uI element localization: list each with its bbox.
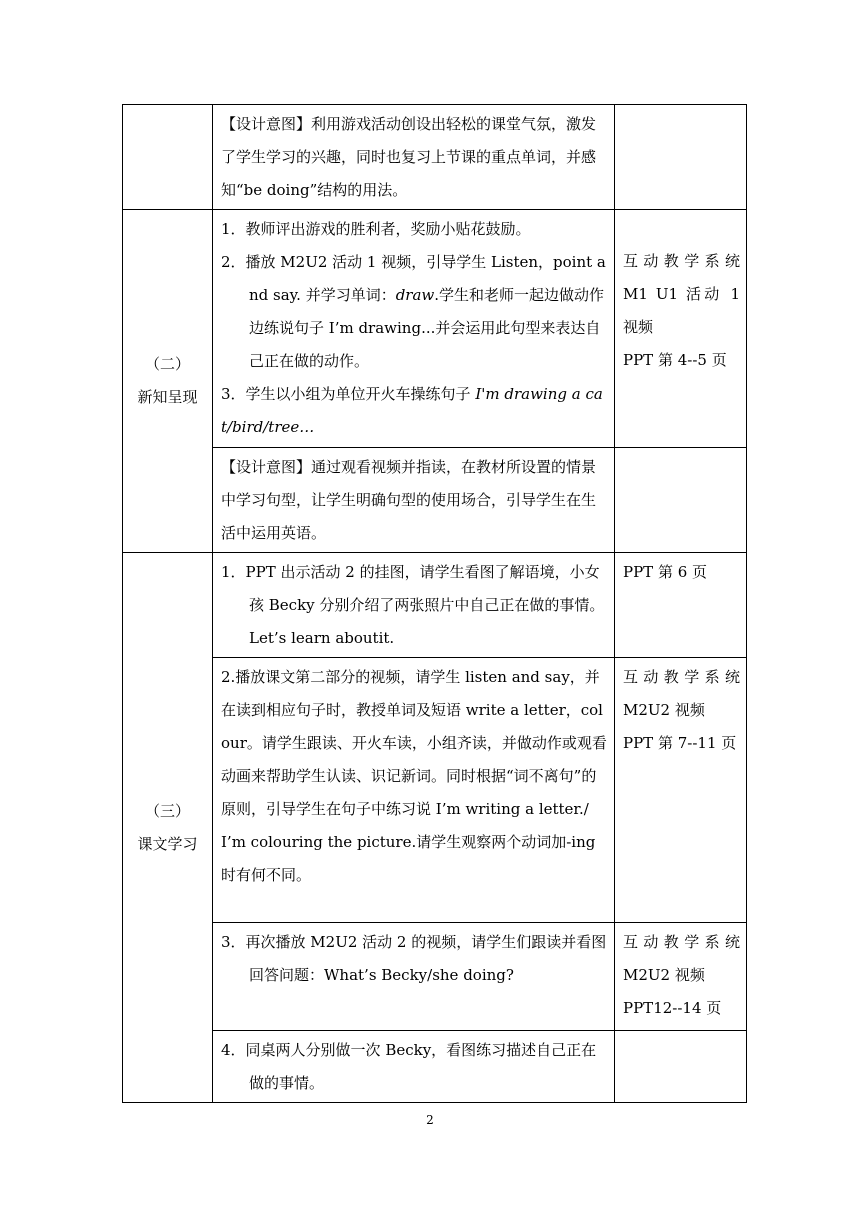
activity-cell xyxy=(213,553,615,658)
activity-cell xyxy=(213,210,615,448)
resource-cell-empty xyxy=(615,448,747,553)
resource-line: M1 U1 活动 1 xyxy=(623,285,740,303)
table-row xyxy=(123,448,747,553)
activity-cell xyxy=(213,923,615,1031)
resource-line: 互动教学系统 xyxy=(623,933,740,951)
resource-line: 互动教学系统 xyxy=(623,252,740,270)
table-row xyxy=(123,923,747,1031)
table-row xyxy=(123,210,747,448)
stage-cell xyxy=(123,210,213,553)
resource-line: 视频 xyxy=(623,318,654,336)
resource-cell-empty xyxy=(615,105,747,210)
resource-cell xyxy=(615,658,747,923)
table-row xyxy=(123,553,747,658)
design-intent-cell xyxy=(213,448,615,553)
stage-number: （二） xyxy=(144,355,190,373)
stage-number: （三） xyxy=(144,801,190,820)
lesson-plan-table xyxy=(122,104,747,1103)
keyword-draw: draw xyxy=(395,286,435,304)
activity-step: 1．教师评出游戏的胜利者，奖励小贴花鼓励。 xyxy=(221,220,531,238)
activity-step-text: .学生和老师一起边做动作边练说句子 I’m drawing...并会运用此句型来表达自己正在做的动作。 xyxy=(249,286,605,370)
resource-line: 互动教学系统 xyxy=(623,668,740,686)
activity-step xyxy=(221,378,608,444)
activity-step: 1．PPT 出示活动 2 的挂图，请学生看图了解语境，小女孩 Becky 分别介绍了两张照片中自己正在做的事情。Let’s learn aboutit. xyxy=(221,563,605,647)
table-row xyxy=(123,658,747,923)
stage-name: 课文学习 xyxy=(137,834,198,853)
resource-line: PPT12--14 页 xyxy=(623,999,722,1017)
table-row xyxy=(123,1031,747,1103)
table-row xyxy=(123,105,747,210)
resource-line: PPT 第 6 页 xyxy=(623,563,708,581)
stage-cell-empty xyxy=(123,105,213,210)
resource-cell xyxy=(615,553,747,658)
stage-name: 新知呈现 xyxy=(137,388,198,406)
resource-cell xyxy=(615,210,747,448)
resource-line: M2U2 视频 xyxy=(623,701,705,719)
design-intent-cell xyxy=(213,105,615,210)
activity-step-text: 3．学生以小组为单位开火车操练句子 xyxy=(221,385,476,403)
resource-line: PPT 第 7--11 页 xyxy=(623,734,737,752)
resource-cell-empty xyxy=(615,1031,747,1103)
page-number: 2 xyxy=(426,1113,434,1127)
design-intent-text: 【设计意图】通过观看视频并指读，在教材所设置的情景中学习句型，让学生明确句型的使用场合，引导学生在生活中运用英语。 xyxy=(221,458,597,542)
resource-line: M2U2 视频 xyxy=(623,966,705,984)
resource-line: PPT 第 4--5 页 xyxy=(623,351,727,369)
activity-step-sentence: I'm drawing a cat/bird/tree… xyxy=(221,385,603,436)
activity-cell xyxy=(213,1031,615,1103)
activity-step xyxy=(221,246,608,378)
activity-step: 2.播放课文第二部分的视频，请学生 listen and say，并在读到相应句子时，教授单词及短语 write a letter，colour。请学生跟读、开火车读，小组齐读，并做动作或观看动画来帮助学生认读、识记新词。同时根据“词不离句”的原则，引导学生在句子中练习说 I’m writing a letter./I’m colouring the picture.请学生观察两个动词加-ing 时有何不同。 xyxy=(221,668,607,884)
activity-cell xyxy=(213,658,615,923)
activity-step: 3．再次播放 M2U2 活动 2 的视频，请学生们跟读并看图回答问题：What’s Becky/she doing? xyxy=(221,933,607,984)
activity-step-text: 2．播放 M2U2 活动 1 视频，引导学生 Listen，point and say. 并学习单词： xyxy=(221,253,606,304)
resource-cell xyxy=(615,923,747,1031)
stage-cell xyxy=(123,553,213,1103)
design-intent-text: 【设计意图】利用游戏活动创设出轻松的课堂气氛，激发了学生学习的兴趣，同时也复习上节课的重点单词，并感知“be doing”结构的用法。 xyxy=(221,115,597,199)
activity-step: 4．同桌两人分别做一次 Becky，看图练习描述自己正在做的事情。 xyxy=(221,1041,597,1092)
